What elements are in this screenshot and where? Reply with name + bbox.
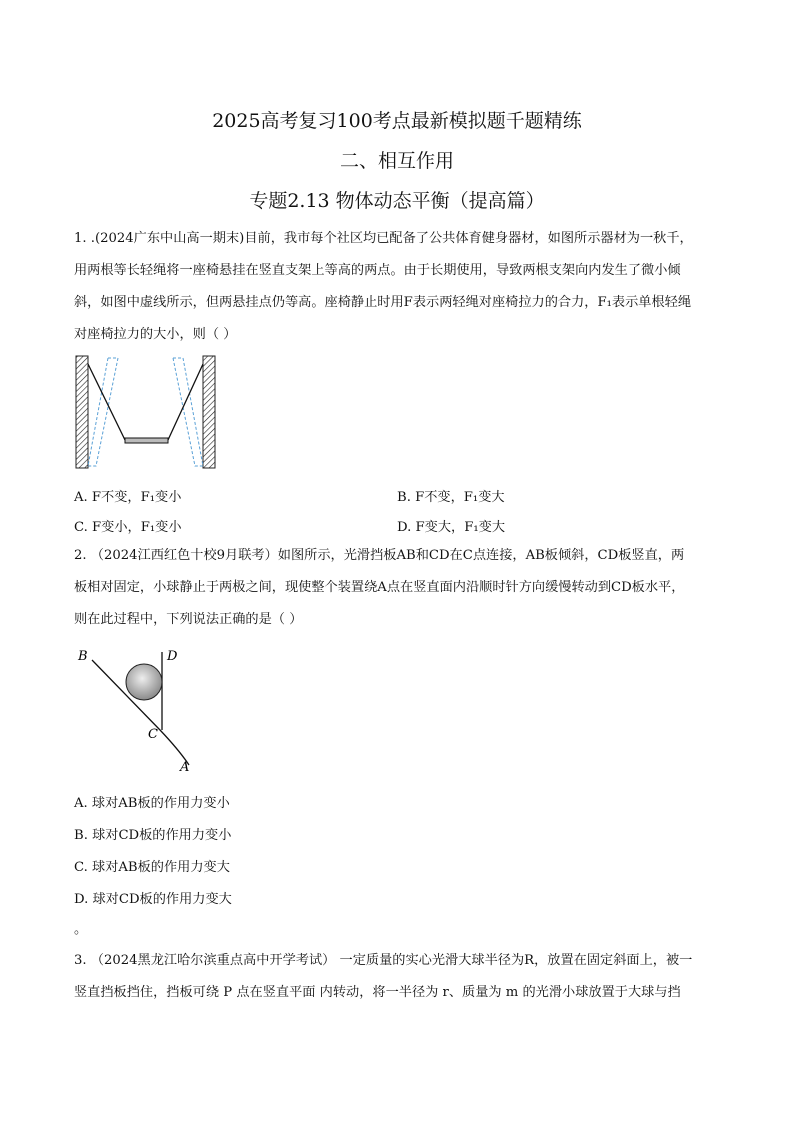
label-a: A bbox=[180, 760, 190, 775]
question-3-line: 3. （2024黑龙江哈尔滨重点高中开学考试） 一定质量的实心光滑大球半径为R，放置在固定斜面上，被一 bbox=[74, 953, 693, 968]
question-2-line: 板相对固定，小球静止于两极之间，现使整个装置绕A点在竖直面内沿顺时针方向缓慢转动到CD板水平， bbox=[74, 580, 685, 595]
question-2-line: 则在此过程中，下列说法正确的是（ ） bbox=[74, 612, 303, 627]
seat bbox=[125, 438, 168, 443]
ball-boards-figure bbox=[74, 640, 204, 775]
question-2-line: 2. （2024江西红色十校9月联考）如图所示，光滑挡板AB和CD在C点连接，AB板倾斜，CD板竖直，两 bbox=[74, 548, 685, 563]
document-title: 2025高考复习100考点最新模拟题千题精练 bbox=[212, 110, 582, 132]
label-d: D bbox=[167, 649, 178, 664]
option-a: A. F不变，F₁变小 bbox=[74, 490, 182, 505]
question-1-line: 用两根等长轻绳将一座椅悬挂在竖直支架上等高的两点。由于长期使用，导致两根支架向内发生了微小倾 bbox=[74, 263, 681, 278]
question-3-line: 竖直挡板挡住，挡板可绕 P 点在竖直平面 内转动，将一半径为 r、质量为 m 的光滑小球放置于大球与挡 bbox=[74, 985, 681, 1000]
question-1-line: 1. .(2024广东中山高一期末)目前，我市每个社区均已配备了公共体育健身器材，如图所示器材为一秋千， bbox=[74, 231, 693, 246]
option-b: B. 球对CD板的作用力变小 bbox=[74, 828, 232, 843]
label-b: B bbox=[78, 649, 88, 664]
ball bbox=[126, 664, 162, 700]
left-support bbox=[76, 356, 88, 468]
trailing-mark: 。 bbox=[74, 922, 88, 937]
right-rope bbox=[168, 364, 203, 440]
chapter-title: 二、相互作用 bbox=[339, 150, 454, 172]
option-a: A. 球对AB板的作用力变小 bbox=[74, 796, 230, 811]
topic-title: 专题2.13 物体动态平衡（提高篇） bbox=[249, 190, 545, 212]
question-1-line: 斜，如图中虚线所示，但两悬挂点仍等高。座椅静止时用F表示两轻绳对座椅拉力的合力，F₁表示单根轻绳 bbox=[74, 295, 692, 310]
right-support bbox=[203, 356, 215, 468]
question-1-line: 对座椅拉力的大小，则（ ） bbox=[74, 327, 237, 342]
swing-figure bbox=[70, 352, 220, 472]
option-c: C. F变小，F₁变小 bbox=[74, 520, 182, 535]
option-c: C. 球对AB板的作用力变大 bbox=[74, 860, 230, 875]
option-d: D. F变大，F₁变大 bbox=[397, 520, 506, 535]
option-b: B. F不变，F₁变大 bbox=[397, 490, 505, 505]
label-c: C bbox=[148, 727, 158, 742]
option-d: D. 球对CD板的作用力变大 bbox=[74, 892, 232, 907]
left-rope bbox=[88, 364, 125, 440]
